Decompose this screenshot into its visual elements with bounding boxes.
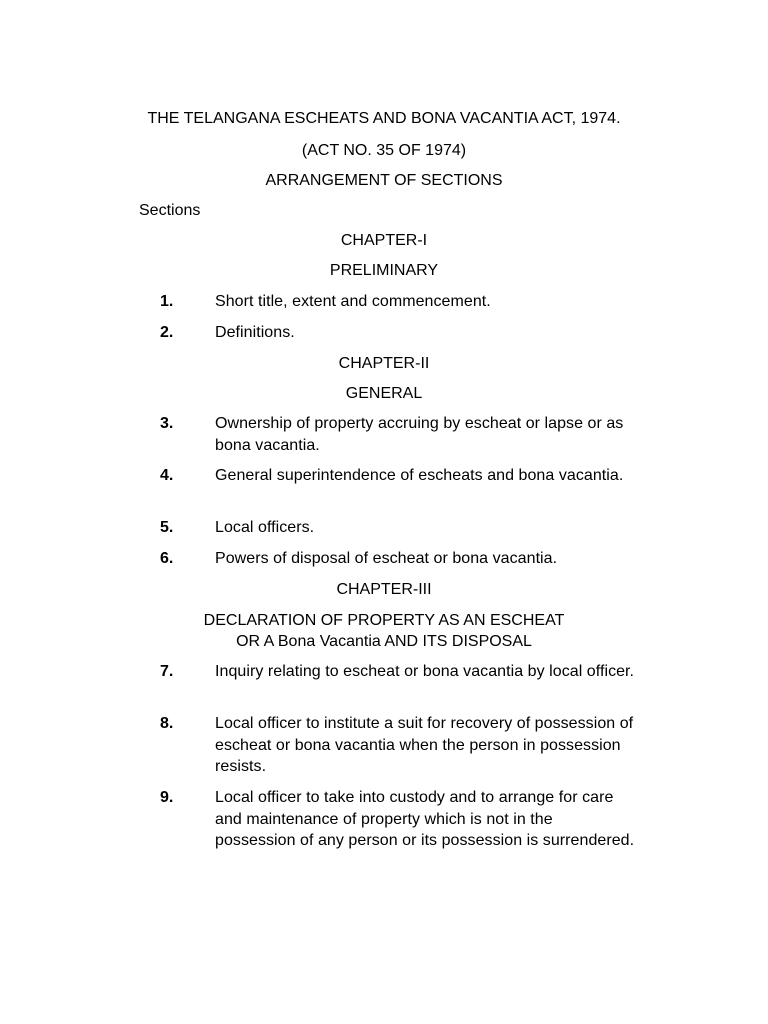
chapter-3-name-line-1: DECLARATION OF PROPERTY AS AN ESCHEAT (203, 612, 565, 629)
section-text: Powers of disposal of escheat or bona vacantia. (215, 550, 558, 567)
chapter-1-label: CHAPTER-I (340, 232, 428, 249)
section-text: Definitions. (215, 324, 295, 341)
chapter-2-name: GENERAL (345, 385, 423, 402)
section-number: 5. (160, 519, 174, 536)
section-number: 2. (160, 324, 174, 341)
sections-label: Sections (139, 202, 201, 219)
section-number: 7. (160, 663, 174, 680)
section-text: General superintendence of escheats and bona vacantia. (215, 467, 624, 484)
chapter-3-label: CHAPTER-III (336, 581, 432, 598)
section-number: 9. (160, 789, 174, 806)
section-text: Local officers. (215, 519, 315, 536)
act-number: (ACT NO. 35 OF 1974) (301, 142, 467, 159)
chapter-1-name: PRELIMINARY (329, 262, 439, 279)
section-text: Short title, extent and commencement. (215, 293, 491, 310)
section-text: Ownership of property accruing by escheat or lapse or as bona vacantia. (215, 415, 624, 454)
section-text: Local officer to take into custody and to arrange for care and maintenance of property which is not in the possession of any person or its possession is surrendered. (215, 789, 635, 849)
section-number: 8. (160, 715, 174, 732)
section-number: 4. (160, 467, 174, 484)
act-title: THE TELANGANA ESCHEATS AND BONA VACANTIA ACT, 1974. (147, 110, 621, 127)
section-text: Inquiry relating to escheat or bona vacantia by local officer. (215, 663, 635, 680)
section-number: 1. (160, 293, 174, 310)
chapter-2-label: CHAPTER-II (338, 355, 430, 372)
chapter-3-name-line-2: OR A Bona Vacantia AND ITS DISPOSAL (236, 633, 532, 650)
arrangement-heading: ARRANGEMENT OF SECTIONS (265, 172, 503, 189)
section-number: 6. (160, 550, 174, 567)
section-number: 3. (160, 415, 174, 432)
section-text: Local officer to institute a suit for recovery of possession of escheat or bona vacantia when the person in possession resists. (215, 715, 634, 775)
